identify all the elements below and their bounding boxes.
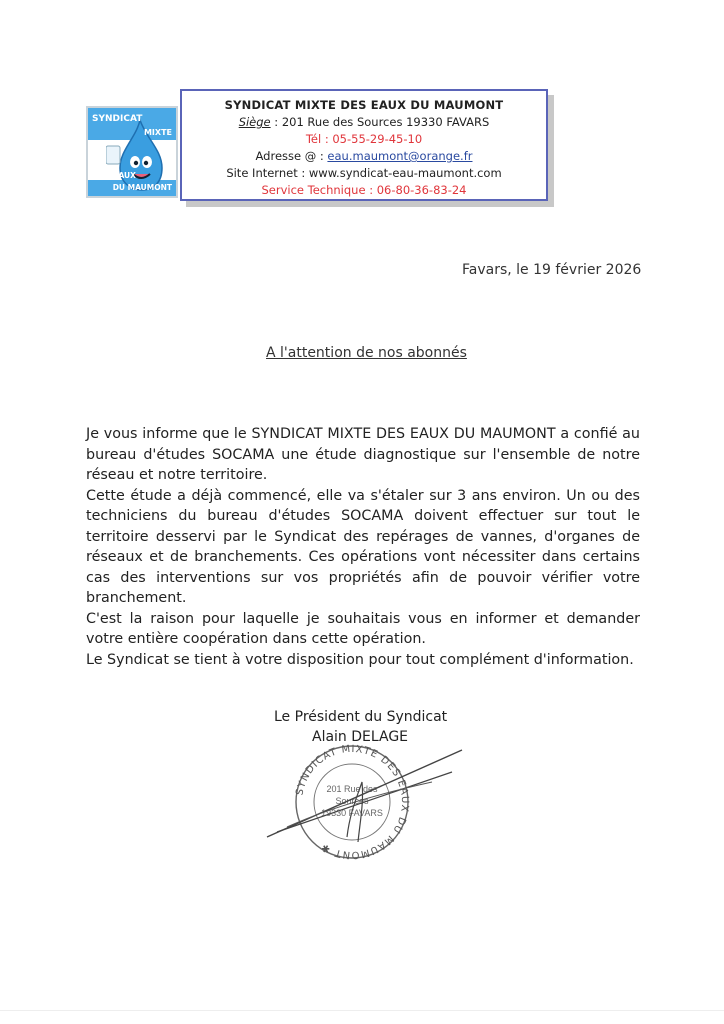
page-bottom-edge	[0, 1010, 724, 1011]
syndicate-logo	[86, 106, 178, 198]
email-link[interactable]: eau.maumont@orange.fr	[327, 149, 473, 163]
telephone-line: Tél : 05-55-29-45-10	[305, 132, 423, 146]
date-line: Favars, le 19 février 2026	[462, 262, 642, 278]
email-line	[182, 148, 546, 165]
signature-title: Le Président du Syndicat	[274, 709, 448, 725]
siege-line	[182, 114, 546, 131]
stamp-line-1: 201 Rue des	[326, 784, 378, 794]
siege-label: Siège	[238, 115, 271, 129]
letter-subject: A l'attention de nos abonnés	[266, 345, 467, 361]
stamp-line-2: Sources	[335, 796, 369, 806]
letterhead-box	[180, 89, 548, 201]
website-line: Site Internet : www.syndicat-eau-maumont.com	[226, 166, 502, 180]
logo-text-du-maumont: DU MAUMONT	[112, 183, 172, 192]
logo-text-syndicat: SYNDICAT	[92, 114, 143, 124]
logo-text-mixte: MIXTE	[143, 128, 172, 137]
logo-text-des-eaux: DES EAUX	[94, 171, 136, 180]
stamp-line-3: 19330 FAVARS	[321, 808, 383, 818]
signature-name: Alain DELAGE	[312, 729, 409, 745]
paragraph: Je vous informe que le SYNDICAT MIXTE DES EAUX DU MAUMONT a confié au bureau d'études SOCAMA une étude diagnostique sur l'ensemble de notre réseau et notre territoire.	[86, 426, 640, 483]
siege-address: : 201 Rue des Sources 19330 FAVARS	[270, 115, 490, 129]
paragraph: C'est la raison pour laquelle je souhaitais vous en informer et demander votre entière coopération dans cette opération.	[86, 610, 640, 647]
svg-text:SYNDICAT MIXTE DES EAUX DU MAU: SYNDICAT MIXTE DES EAUX DU MAUMONT ✱	[294, 743, 411, 861]
paragraph: Le Syndicat se tient à votre disposition pour tout complément d'information.	[86, 651, 634, 668]
official-stamp-and-signature	[262, 742, 472, 862]
letter-body	[86, 424, 640, 670]
service-technique-line: Service Technique : 06-80-36-83-24	[261, 183, 467, 197]
paragraph: Cette étude a déjà commencé, elle va s'étaler sur 3 ans environ. Un ou des techniciens du bureau d'études SOCAMA doivent effectuer sur tout le territoire desservi par le Syndicat des repérages de vannes, d'organes de réseaux et de branchements. Ces opérations vont nécessiter dans certains cas des interventions sur vos propriétés afin de pouvoir vérifier votre branchement.	[86, 487, 640, 606]
email-label: Adresse @ :	[255, 149, 328, 163]
organization-name: SYNDICAT MIXTE DES EAUX DU MAUMONT	[224, 98, 504, 112]
